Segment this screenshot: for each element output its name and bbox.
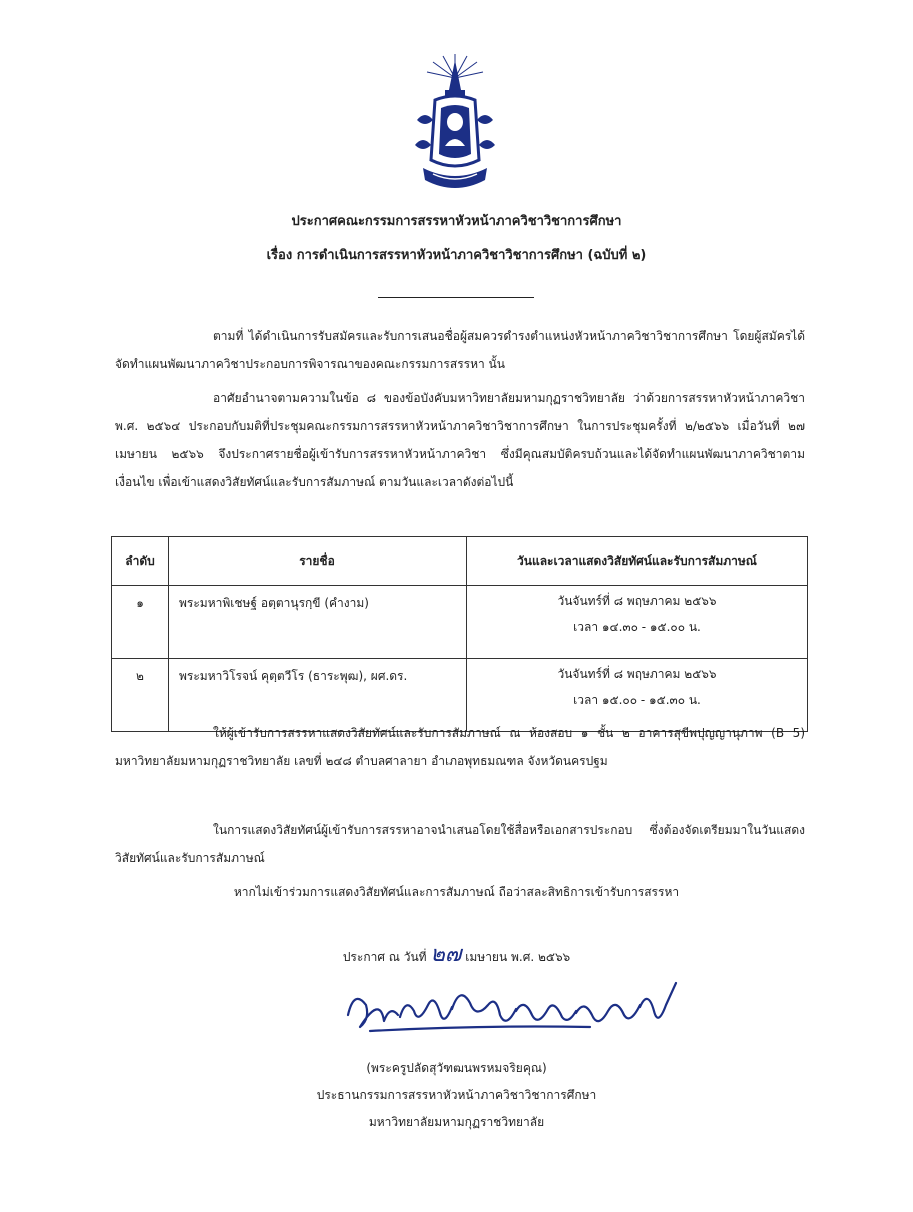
- paragraph-authority: อาศัยอำนาจตามความในข้อ ๘ ของข้อบังคับมหาวิทยาลัยมหามกุฏราชวิทยาลัย ว่าด้วยการสรรหาหัวหน้าภาควิชา พ.ศ. ๒๕๖๔ ประกอบกับมติที่ประชุมคณะกรรมการสรรหาหัวหน้าภาควิชาวิชาการศึกษา ในการประชุมครั้งที่ ๒/๒๕๖๖ เมื่อวันที่ ๒๗ เมษายน ๒๕๖๖ จึงประกาศรายชื่อผู้เข้ารับการสรรหาหัวหน้าภาควิชา ซึ่งมีคุณสมบัติครบถ้วนและได้จัดทำแผนพัฒนาภาควิชาตามเงื่อนไข เพื่อเข้าแสดงวิสัยทัศน์และรับการสัมภาษณ์ ตามวันและเวลาดังต่อไปนี้: [115, 391, 805, 489]
- row-date: วันจันทร์ที่ ๘ พฤษภาคม ๒๕๖๖: [557, 594, 717, 608]
- header-name: รายชื่อ: [169, 537, 467, 586]
- dateline-prefix: ประกาศ ณ วันที่: [342, 950, 427, 964]
- table-row: [112, 586, 808, 659]
- row-time: เวลา ๑๕.๐๐ - ๑๕.๓๐ น.: [573, 693, 701, 707]
- handwritten-signature: [340, 975, 690, 1045]
- paragraph-intro: ตามที่ ได้ดำเนินการรับสมัครและรับการเสนอชื่อผู้สมควรดำรงตำแหน่งหัวหน้าภาควิชาวิชาการศึกษา โดยผู้สมัครได้จัดทำแผนพัฒนาภาควิชาประกอบการพิจารณาของคณะกรรมการสรรหา นั้น: [115, 329, 805, 371]
- signatory-organization: มหาวิทยาลัยมหามกุฏราชวิทยาลัย: [368, 1115, 545, 1129]
- paragraph-venue: ให้ผู้เข้ารับการสรรหาแสดงวิสัยทัศน์และรับการสัมภาษณ์ ณ ห้องสอบ ๑ ชั้น ๒ อาคารสุขีพปุญญานุภาพ (B 5) มหาวิทยาลัยมหามกุฏราชวิทยาลัย เลขที่ ๒๔๘ ตำบลศาลายา อำเภอพุทธมณฑล จังหวัดนครปฐม: [115, 726, 805, 768]
- row-date: วันจันทร์ที่ ๘ พฤษภาคม ๒๕๖๖: [557, 667, 717, 681]
- row-order: ๑: [112, 586, 169, 659]
- dateline-day: ๒๗: [430, 942, 462, 967]
- title-divider: [378, 297, 534, 298]
- row-name: พระมหาพิเชษฐ์ อตฺตานุรกฺขี (คำงาม): [169, 586, 467, 659]
- dateline-month-year: เมษายน พ.ศ. ๒๕๖๖: [465, 950, 571, 964]
- signatory-name: (พระครูปลัดสุวัฑฒนพรหมจริยคุณ): [366, 1061, 547, 1075]
- university-emblem-icon: [405, 50, 505, 200]
- paragraph-materials: ในการแสดงวิสัยทัศน์ผู้เข้ารับการสรรหาอาจนำเสนอโดยใช้สื่อหรือเอกสารประกอบ ซึ่งต้องจัดเตรียมมาในวันแสดงวิสัยทัศน์และรับการสัมภาษณ์: [115, 823, 805, 865]
- announcement-dateline: [0, 936, 913, 971]
- row-name: พระมหาวิโรจน์ คุตฺตวีโร (ธาระพุฒ), ผศ.ดร.: [169, 659, 467, 732]
- signatory-position: ประธานกรรมการสรรหาหัวหน้าภาควิชาวิชาการศึกษา: [316, 1088, 597, 1102]
- table-header-row: [112, 537, 808, 586]
- row-time: เวลา ๑๔.๓๐ - ๑๕.๐๐ น.: [573, 620, 701, 634]
- row-datetime: [467, 586, 808, 659]
- header-datetime: วันและเวลาแสดงวิสัยทัศน์และรับการสัมภาษณ์: [467, 537, 808, 586]
- header-order: ลำดับ: [112, 537, 169, 586]
- row-order: ๒: [112, 659, 169, 732]
- announcement-title: ประกาศคณะกรรมการสรรหาหัวหน้าภาควิชาวิชาการศึกษา: [291, 214, 622, 229]
- announcement-subject: เรื่อง การดำเนินการสรรหาหัวหน้าภาควิชาวิชาการศึกษา (ฉบับที่ ๒): [266, 248, 647, 263]
- schedule-table: [111, 536, 808, 732]
- paragraph-forfeit: หากไม่เข้าร่วมการแสดงวิสัยทัศน์และการสัมภาษณ์ ถือว่าสละสิทธิการเข้ารับการสรรหา: [233, 885, 680, 899]
